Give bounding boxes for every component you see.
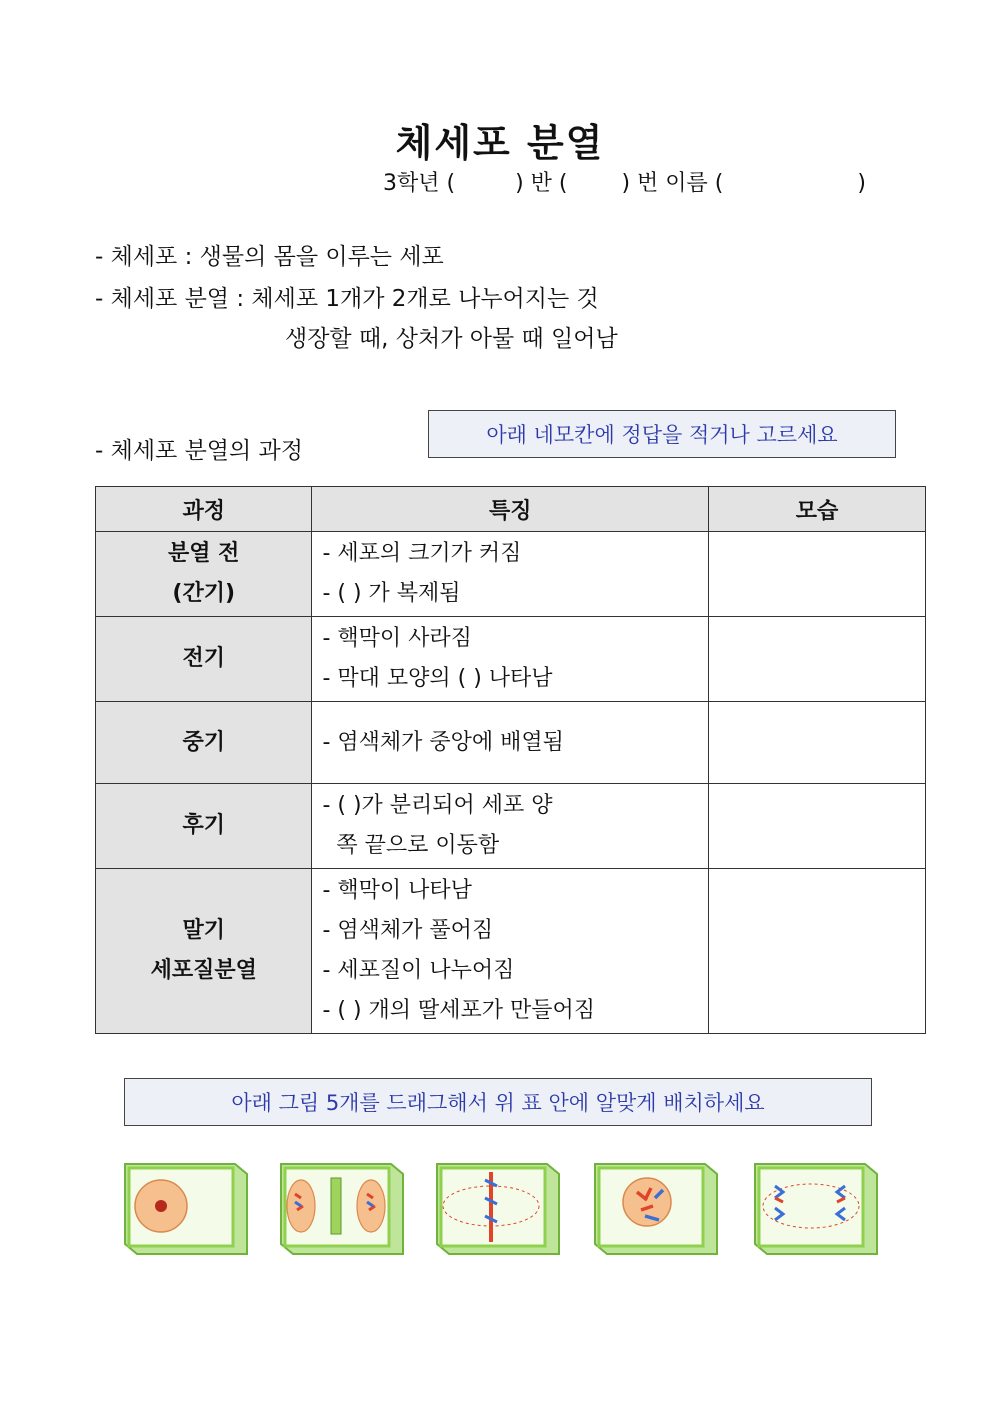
- table-row: [96, 784, 926, 869]
- stage-label: (간기): [172, 581, 236, 606]
- stage-cell: [96, 532, 312, 617]
- student-info-line: [383, 166, 866, 197]
- prophase-cell-icon[interactable]: [585, 1158, 721, 1258]
- name-label: ) 번 이름 (: [621, 171, 724, 196]
- feature-cell: [312, 532, 709, 617]
- stage-label: 전기: [182, 646, 225, 671]
- anaphase-cell-icon[interactable]: [745, 1158, 881, 1258]
- feature-cell: [312, 784, 709, 869]
- feature-cell: [312, 702, 709, 784]
- table-row: [96, 869, 926, 1034]
- stage-label: 말기: [182, 918, 225, 943]
- shape-drop-zone[interactable]: [708, 784, 925, 869]
- header-feature: 특징: [312, 487, 709, 532]
- stage-cell: [96, 702, 312, 784]
- grade-label: 3학년 (: [383, 171, 456, 196]
- page-title: 체세포 분열: [395, 121, 605, 165]
- process-label: - 체세포 분열의 과정: [95, 438, 303, 464]
- shape-drop-zone[interactable]: [708, 869, 925, 1034]
- feature-text: - 핵막이 나타남: [322, 878, 472, 903]
- stage-cell: [96, 784, 312, 869]
- stage-cell: [96, 869, 312, 1034]
- feature-text: - 세포의 크기가 커짐: [322, 541, 522, 566]
- feature-text: - 핵막이 사라짐: [322, 626, 472, 651]
- table-row: [96, 702, 926, 784]
- instruction-box-top: 아래 네모칸에 정답을 적거나 고르세요: [428, 410, 896, 458]
- table-row: [96, 617, 926, 702]
- shape-drop-zone[interactable]: [708, 617, 925, 702]
- feature-text: - 염색체가 풀어짐: [322, 918, 494, 943]
- stage-label: 분열 전: [168, 541, 240, 566]
- feature-text-with-blank[interactable]: - ( ) 가 복제됨: [322, 581, 461, 606]
- stage-cell: [96, 617, 312, 702]
- instruction-box-bottom: 아래 그림 5개를 드래그해서 위 표 안에 알맞게 배치하세요: [124, 1078, 872, 1126]
- feature-cell: [312, 869, 709, 1034]
- feature-text: 쪽 끝으로 이동함: [322, 833, 500, 858]
- feature-text-with-blank[interactable]: - 막대 모양의 ( ) 나타남: [322, 666, 553, 691]
- close-paren: ): [857, 171, 866, 196]
- table-header-row: [96, 487, 926, 532]
- stage-label: 세포질분열: [150, 958, 257, 983]
- feature-text: - 염색체가 중앙에 배열됨: [322, 729, 564, 755]
- definition-somatic-cell: - 체세포 : 생물의 몸을 이루는 세포: [95, 244, 444, 270]
- feature-cell: [312, 617, 709, 702]
- process-table: [95, 486, 926, 1034]
- stage-label: 중기: [182, 729, 225, 755]
- shape-drop-zone[interactable]: [708, 532, 925, 617]
- shape-drop-zone[interactable]: [708, 702, 925, 784]
- interphase-cell-icon[interactable]: [115, 1158, 251, 1258]
- definition-cell-division: - 체세포 분열 : 체세포 1개가 2개로 나누어지는 것: [95, 286, 599, 312]
- feature-text: - 세포질이 나누어짐: [322, 958, 515, 983]
- feature-text-with-blank[interactable]: - ( ) 개의 딸세포가 만들어짐: [322, 998, 596, 1023]
- telophase-cell-icon[interactable]: [271, 1158, 407, 1258]
- table-row: [96, 532, 926, 617]
- header-shape: 모습: [708, 487, 925, 532]
- draggable-image-tray: [115, 1158, 885, 1263]
- class-label: ) 반 (: [515, 171, 568, 196]
- stage-label: 후기: [182, 813, 225, 838]
- feature-text-with-blank[interactable]: - ( )가 분리되어 세포 양: [322, 793, 553, 818]
- definition-occurrence: 생장할 때, 상처가 아물 때 일어남: [285, 326, 618, 352]
- metaphase-cell-icon[interactable]: [427, 1158, 563, 1258]
- header-stage: 과정: [96, 487, 312, 532]
